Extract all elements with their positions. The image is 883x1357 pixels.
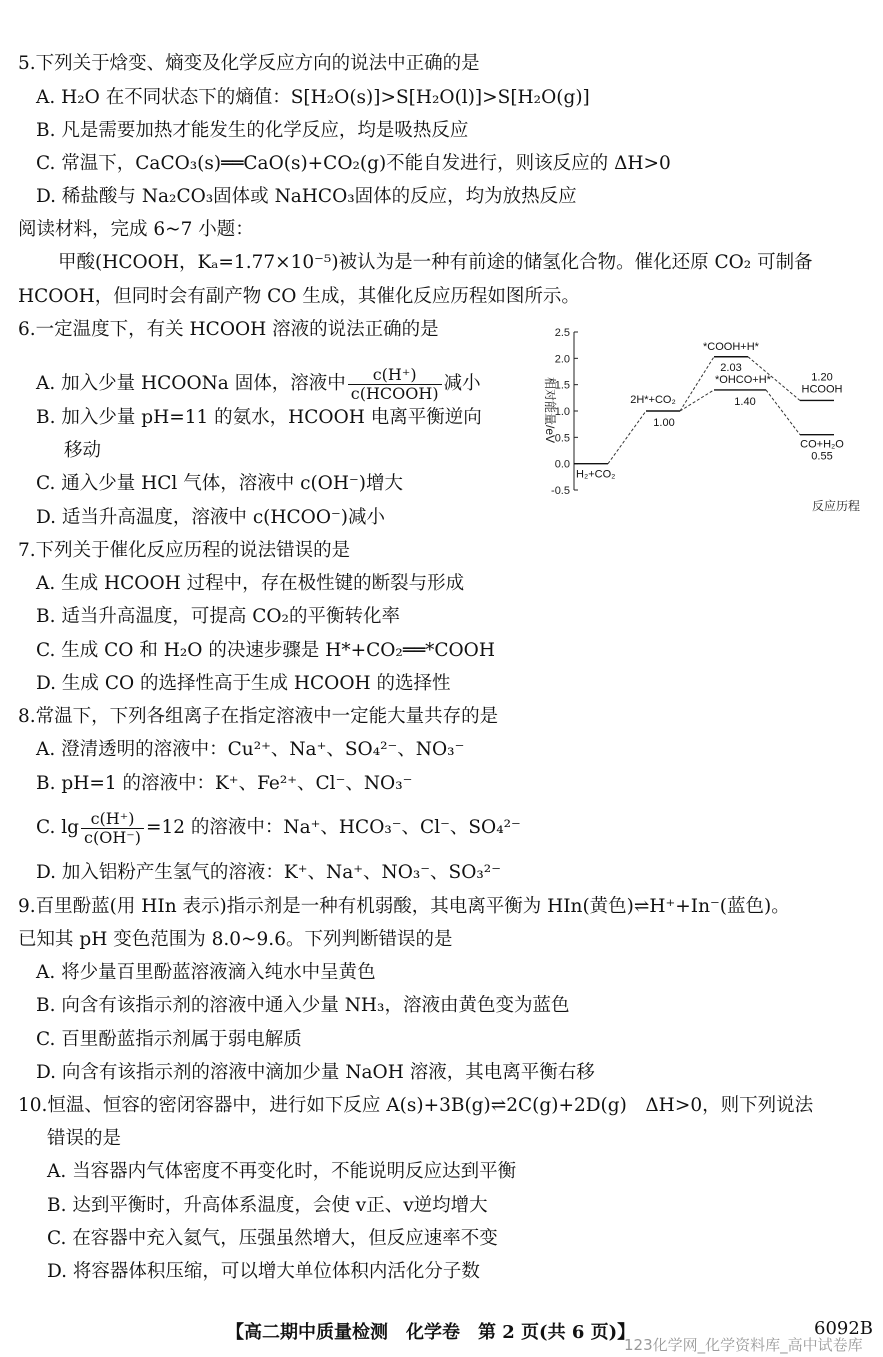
q6-option-a (36, 362, 481, 406)
connector-1 (680, 357, 714, 411)
fraction-denominator: c(HCOOH) (350, 383, 439, 403)
state-label: HCOOH (801, 383, 843, 396)
q10-option-c: C. 在容器中充入氦气，压强虽然增大，但反应速率不变 (47, 1228, 498, 1249)
state-label: *OHCO+H* (715, 373, 771, 386)
q6-option-b-cont: 移动 (64, 440, 102, 461)
fraction-numerator: c(H⁺) (348, 366, 442, 385)
q6-option-a-suffix: 减小 (443, 373, 481, 394)
reading-line-2: HCOOH，但同时会有副产物 CO 生成，其催化反应历程如图所示。 (18, 286, 580, 307)
state-label: CO+H₂O (800, 438, 844, 451)
y-tick-label: 2.5 (554, 327, 570, 339)
q6-stem: 6.一定温度下，有关 HCOOH 溶液的说法正确的是 (18, 319, 439, 340)
watermark: 123化学网_化学资料库_高中试卷库 (624, 1336, 863, 1354)
q9-stem-1: 9.百里酚蓝(用 HIn 表示)指示剂是一种有机弱酸，其电离平衡为 HIn(黄色)⇌H⁺+In⁻(蓝色)。 (18, 896, 790, 917)
state-value-label: 1.20 (811, 371, 833, 384)
reading-line-1: 甲酸(HCOOH，Kₐ=1.77×10⁻⁵)被认为是一种有前途的储氢化合物。催化还原 CO₂ 可制备 (58, 252, 813, 273)
q6-option-d: D. 适当升高温度，溶液中 c(HCOO⁻)减小 (36, 507, 385, 528)
q10-stem-1: 10.恒温、恒容的密闭容器中，进行如下反应 A(s)+3B(g)⇌2C(g)+2D(g) ΔH>0，则下列说法 (18, 1095, 814, 1116)
q5-option-c: C. 常温下，CaCO₃(s)══CaO(s)+CO₂(g)不能自发进行，则该反应的 ΔH>0 (36, 153, 671, 174)
q10-option-b: B. 达到平衡时，升高体系温度，会使 v正、v逆均增大 (47, 1195, 488, 1216)
state-value-label: 1.40 (734, 395, 756, 408)
q8-option-c (36, 806, 521, 850)
q8-option-b: B. pH=1 的溶液中：K⁺、Fe²⁺、Cl⁻、NO₃⁻ (36, 773, 413, 794)
state-value-label: 2.03 (720, 361, 742, 374)
fraction-denominator: c(OH⁻) (84, 827, 141, 847)
q10-option-d: D. 将容器体积压缩，可以增大单位体积内活化分子数 (47, 1261, 480, 1282)
q6-option-c: C. 通入少量 HCl 气体，溶液中 c(OH⁻)增大 (36, 473, 403, 494)
q8-option-d: D. 加入铝粉产生氢气的溶液：K⁺、Na⁺、NO₃⁻、SO₃²⁻ (36, 862, 501, 883)
footer-code: 6092B (814, 1318, 874, 1339)
connector-0 (608, 411, 646, 464)
q5-option-d: D. 稀盐酸与 Na₂CO₃固体或 NaHCO₃固体的反应，均为放热反应 (36, 186, 577, 207)
q8-option-c-suffix: =12 的溶液中：Na⁺、HCO₃⁻、Cl⁻、SO₄²⁻ (146, 817, 521, 838)
state-label: 2H*+CO₂ (630, 394, 676, 406)
q7-stem: 7.下列关于催化反应历程的说法错误的是 (18, 540, 351, 561)
q6-option-b: B. 加入少量 pH=11 的氨水，HCOOH 电离平衡逆向 (36, 407, 482, 428)
q9-stem-2: 已知其 pH 变色范围为 8.0~9.6。下列判断错误的是 (18, 929, 453, 950)
energy-levels (574, 341, 844, 481)
q5-option-b: B. 凡是需要加热才能发生的化学反应，均是吸热反应 (36, 120, 469, 141)
q8-fraction (81, 810, 144, 847)
q9-option-b: B. 向含有该指示剂的溶液中通入少量 NH₃，溶液由黄色变为蓝色 (36, 995, 570, 1016)
q10-option-a: A. 当容器内气体密度不再变化时，不能说明反应达到平衡 (47, 1161, 517, 1182)
q7-option-a: A. 生成 HCOOH 过程中，存在极性键的断裂与形成 (36, 573, 465, 594)
q8-stem: 8.常温下，下列各组离子在指定溶液中一定能大量共存的是 (18, 706, 499, 727)
q6-option-a-text: A. 加入少量 HCOONa 固体，溶液中 (36, 373, 346, 394)
x-axis-label: 反应历程 (811, 499, 861, 513)
fraction-numerator: c(H⁺) (81, 810, 144, 829)
state-label: H₂+CO₂ (576, 468, 616, 481)
state-value-label: 1.00 (653, 417, 675, 429)
q5-option-a: A. H₂O 在不同状态下的熵值：S[H₂O(s)]>S[H₂O(l)]>S[H₂O(g)] (36, 87, 590, 108)
q9-option-a: A. 将少量百里酚蓝溶液滴入纯水中呈黄色 (36, 962, 376, 983)
y-tick-label: 1.0 (554, 406, 570, 418)
q5-stem: 5.下列关于焓变、熵变及化学反应方向的说法中正确的是 (18, 53, 480, 74)
q7-option-c: C. 生成 CO 和 H₂O 的决速步骤是 H*+CO₂══*COOH (36, 640, 495, 661)
q9-option-d: D. 向含有该指示剂的溶液中滴加少量 NaOH 溶液，其电离平衡右移 (36, 1062, 595, 1083)
y-tick-label: -0.5 (551, 485, 570, 497)
y-axis-label: 相对能量/eV (543, 376, 557, 444)
reading-intro: 阅读材料，完成 6~7 小题： (18, 219, 254, 240)
q10-stem-2: 错误的是 (47, 1128, 122, 1149)
energy-profile-chart (534, 320, 874, 516)
footer-title: 【高二期中质量检测 化学卷 第 2 页(共 6 页)】 (226, 1322, 636, 1343)
y-tick-label: 2.0 (554, 353, 570, 366)
y-tick-label: 1.5 (554, 379, 570, 392)
state-label: *COOH+H* (703, 340, 759, 353)
y-tick-label: 0.0 (554, 458, 570, 471)
q7-option-d: D. 生成 CO 的选择性高于生成 HCOOH 的选择性 (36, 673, 451, 694)
connector-2 (680, 390, 714, 411)
y-tick-label: 0.5 (554, 432, 570, 445)
q8-option-a: A. 澄清透明的溶液中：Cu²⁺、Na⁺、SO₄²⁻、NO₃⁻ (36, 739, 465, 760)
page-footer (0, 1318, 883, 1354)
q7-option-b: B. 适当升高温度，可提高 CO₂的平衡转化率 (36, 606, 400, 627)
state-value-label: 0.55 (811, 450, 833, 463)
q6-fraction (348, 366, 442, 403)
q9-option-c: C. 百里酚蓝指示剂属于弱电解质 (36, 1029, 302, 1050)
q8-option-c-text: C. lg (36, 817, 80, 838)
